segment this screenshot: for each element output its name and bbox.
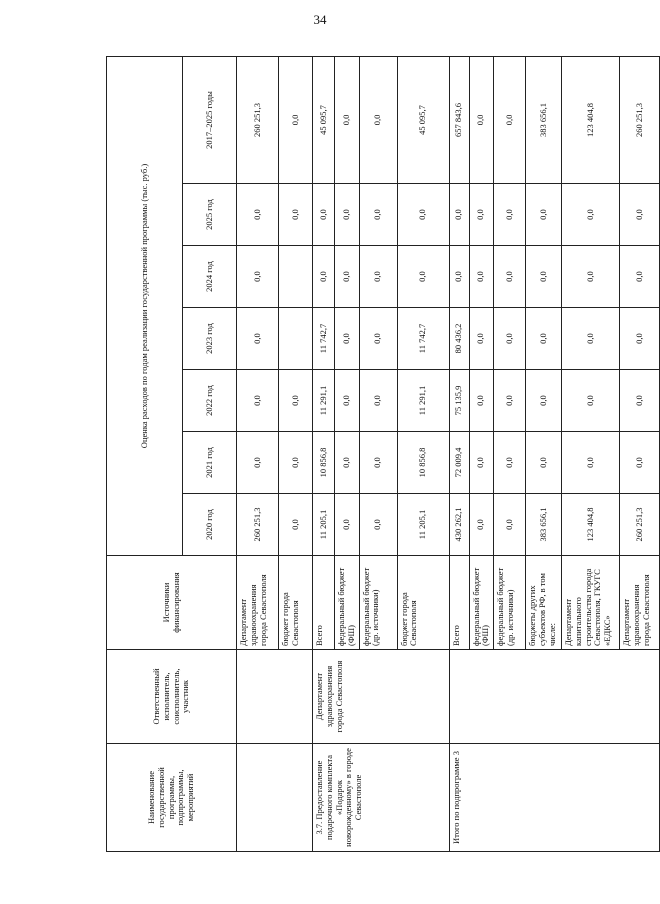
value-cell: 10 856,8 [313,432,335,494]
value-cell: 657 843,6 [449,56,469,183]
source-cell: федеральный бюджет (др. источники) [494,556,526,650]
name-cell-empty [237,744,313,852]
value-cell: 0,0 [620,246,660,308]
value-cell: 0,0 [494,246,526,308]
value-cell: 0,0 [279,494,313,556]
header-estimate: Оценка расходов по годам реализации государственной программы (тыс. руб.) [107,56,183,555]
value-cell: 0,0 [562,184,620,246]
value-cell: 0,0 [313,184,335,246]
rotated-table-container [106,57,651,852]
header-year: 2022 год [183,370,237,432]
source-cell: Департамент здравоохранения города Севастополя [620,556,660,650]
value-cell: 0,0 [279,56,313,183]
header-row-1 [107,56,183,851]
value-cell: 0,0 [449,246,469,308]
value-cell: 0,0 [359,308,397,370]
value-cell: 0,0 [494,432,526,494]
value-cell: 45 095,7 [397,56,449,183]
source-cell: бюджет города Севастополя [397,556,449,650]
value-cell: 383 656,1 [526,494,562,556]
value-cell: 11 291,1 [397,370,449,432]
header-year: 2017–2025 годы [183,56,237,183]
source-cell: Всего [313,556,335,650]
value-cell: 0,0 [313,246,335,308]
header-name: Наименование государственной программы, подпрограммы, мероприятий [107,744,237,852]
value-cell: 0,0 [469,308,494,370]
source-cell: федеральный бюджет (др. источники) [359,556,397,650]
value-cell: 0,0 [526,246,562,308]
source-cell: Департамент капитального строительства города Севастополя, ГКУГС «ЕДКС» [562,556,620,650]
header-source: Источники финансирования [107,556,237,650]
value-cell: 0,0 [469,432,494,494]
value-cell: 11 742,7 [313,308,335,370]
value-cell: 0,0 [237,246,279,308]
value-cell: 260 251,3 [237,56,279,183]
value-cell: 0,0 [469,246,494,308]
header-year: 2024 год [183,246,237,308]
header-year: 2025 год [183,184,237,246]
value-cell: 0,0 [469,56,494,183]
header-executor: Ответственный исполнитель, соисполнитель, участник [107,650,237,744]
value-cell: 260 251,3 [620,494,660,556]
value-cell: 0,0 [494,56,526,183]
value-cell: 0,0 [620,432,660,494]
value-cell: 0,0 [359,432,397,494]
source-cell: федеральный бюджет (ФШ) [469,556,494,650]
table-row [313,56,335,851]
value-cell: 0,0 [469,184,494,246]
value-cell: 0,0 [335,494,360,556]
value-cell: 0,0 [237,370,279,432]
source-cell: Всего [449,556,469,650]
value-cell: 0,0 [237,308,279,370]
executor-cell: Департамент здравоохранения города Севастополя [313,650,450,744]
source-cell: бюджет города Севастополя [279,556,313,650]
value-cell: 123 404,8 [562,56,620,183]
value-cell: 0,0 [620,370,660,432]
value-cell: 0,0 [620,184,660,246]
value-cell: 0,0 [397,184,449,246]
value-cell: 0,0 [469,370,494,432]
source-cell: бюджеты других субъектов РФ, в том числе: [526,556,562,650]
value-cell: 80 436,2 [449,308,469,370]
value-cell: 0,0 [494,494,526,556]
value-cell: 260 251,3 [237,494,279,556]
value-cell: 11 205,1 [313,494,335,556]
subprogram-total-name: Итого по подпрограмме 3 [449,744,660,852]
value-cell: 0,0 [279,432,313,494]
value-cell: 0,0 [335,56,360,183]
value-cell: 0,0 [335,184,360,246]
executor-cell-empty [237,650,313,744]
value-cell: 260 251,3 [620,56,660,183]
value-cell: 0,0 [359,494,397,556]
header-year: 2021 год [183,432,237,494]
table-row [237,56,279,851]
value-cell: 0,0 [359,184,397,246]
value-cell: 0,0 [335,370,360,432]
value-cell [279,246,313,308]
value-cell: 0,0 [620,308,660,370]
measure-name: 3.7. Предоставление подарочного комплекта «Подарок новорожденному» в городе Севастополе [313,744,450,852]
value-cell: 0,0 [335,432,360,494]
executor-cell-empty [449,650,660,744]
value-cell: 383 656,1 [526,56,562,183]
value-cell: 0,0 [526,432,562,494]
value-cell: 0,0 [335,246,360,308]
value-cell [279,308,313,370]
value-cell: 0,0 [562,370,620,432]
source-cell: Департамент здравоохранения города Севастополя [237,556,279,650]
value-cell: 11 291,1 [313,370,335,432]
value-cell: 75 135,9 [449,370,469,432]
value-cell: 123 404,8 [562,494,620,556]
value-cell: 0,0 [526,184,562,246]
value-cell: 72 009,4 [449,432,469,494]
value-cell: 0,0 [237,432,279,494]
source-cell: федеральный бюджет (ФШ) [335,556,360,650]
value-cell: 0,0 [359,246,397,308]
table-row [449,56,469,851]
value-cell: 0,0 [526,308,562,370]
value-cell: 0,0 [562,432,620,494]
value-cell: 0,0 [237,184,279,246]
value-cell: 11 742,7 [397,308,449,370]
value-cell: 0,0 [335,308,360,370]
header-year: 2023 год [183,308,237,370]
value-cell: 0,0 [526,370,562,432]
value-cell: 0,0 [469,494,494,556]
value-cell: 0,0 [494,308,526,370]
value-cell: 10 856,8 [397,432,449,494]
value-cell: 0,0 [494,370,526,432]
value-cell: 0,0 [279,370,313,432]
value-cell: 11 205,1 [397,494,449,556]
value-cell: 0,0 [494,184,526,246]
header-year: 2020 год [183,494,237,556]
value-cell: 0,0 [397,246,449,308]
value-cell: 0,0 [279,184,313,246]
value-cell: 45 095,7 [313,56,335,183]
value-cell: 430 262,1 [449,494,469,556]
value-cell: 0,0 [562,308,620,370]
value-cell: 0,0 [359,56,397,183]
expenditure-table [106,56,660,852]
value-cell: 0,0 [449,184,469,246]
value-cell: 0,0 [359,370,397,432]
value-cell: 0,0 [562,246,620,308]
page-number: 34 [313,12,327,27]
